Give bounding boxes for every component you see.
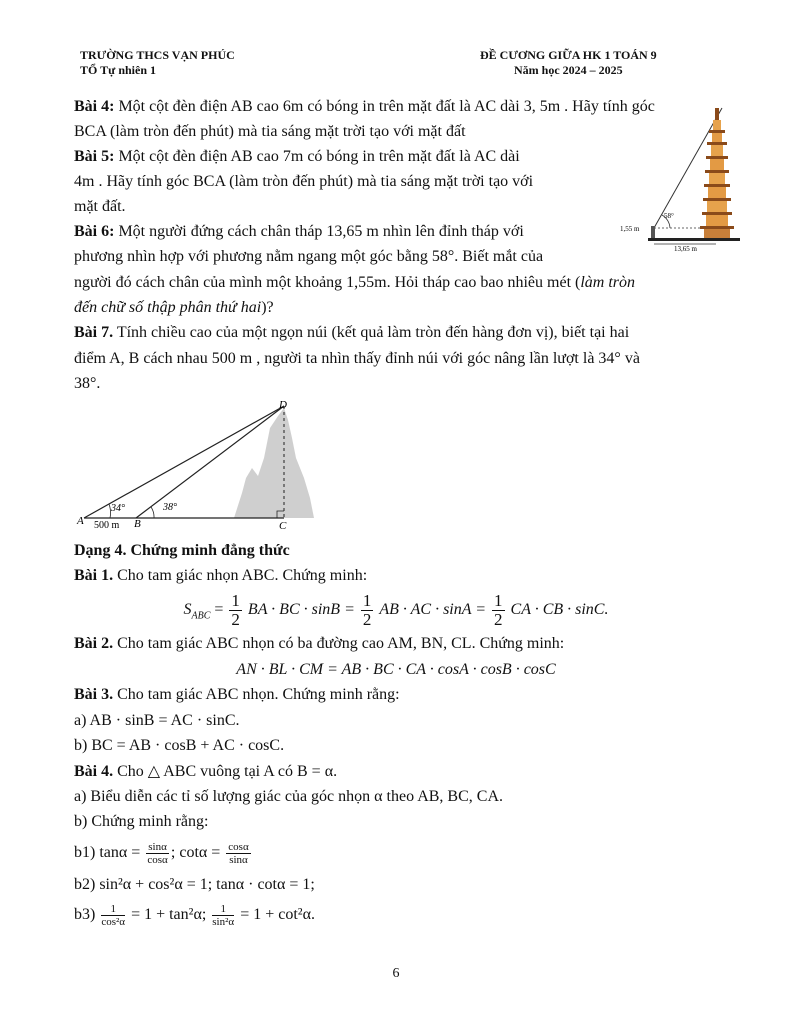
bai6-text1: Một người đứng cách chân tháp 13,65 m nhìn lên đỉnh tháp với <box>114 223 524 240</box>
eye-height-label: 1,55 m <box>620 225 640 233</box>
d4-bai1-label: Bài 1. <box>74 567 114 584</box>
bai6-text3: người đó cách chân của mình một khoảng 1,55m. Hỏi tháp cao bao nhiêu mét ( <box>74 274 581 291</box>
bai6-line4 <box>74 298 274 318</box>
doc-title: ĐỀ CƯƠNG GIỮA HK 1 TOÁN 9 <box>480 48 657 62</box>
d4-bai4-label: Bài 4. <box>74 763 114 780</box>
dang4-heading: Dạng 4. Chứng minh đẳng thức <box>74 542 290 559</box>
csc-frac: $\frac{1}{\text{sin²α}}$ <box>212 902 235 928</box>
bai5-text1: Một cột đèn điện AB cao 7m có bóng in trên mặt đất là AC dài <box>114 148 520 165</box>
page-number: 6 <box>392 966 400 981</box>
half-frac-3: $\frac{1}{2}$ <box>494 591 503 629</box>
d4-bai1-formula <box>0 592 792 628</box>
bai6-text4: )? <box>261 299 274 316</box>
d4-bai1-line <box>74 566 367 586</box>
d4-bai1-text: Cho tam giác nhọn ABC. Chứng minh: <box>113 567 368 584</box>
area-symbol: S <box>183 601 192 619</box>
bai6-line1 <box>74 222 524 242</box>
bai4-text1: Một cột đèn điện AB cao 6m có bóng in trên mặt đất là AC dài 3, 5m . Hãy tính góc <box>114 98 655 115</box>
d4-bai2-label: Bài 2. <box>74 635 114 652</box>
d4-b3-line <box>74 900 315 930</box>
b1-prefix: b1) tanα = <box>74 844 145 861</box>
eq-sign: = <box>210 601 228 619</box>
b1-mid: ; cotα = <box>170 844 225 861</box>
bai6-line2: phương nhìn hợp với phương nằm ngang một góc bằng 58°. Biết mắt của <box>74 248 544 265</box>
angle-A-label: 34° <box>111 503 125 514</box>
point-B: B <box>134 518 141 530</box>
bai7-text1: Tính chiều cao của một ngọn núi (kết quả làm tròn đến hàng đơn vị), biết tại hai <box>113 324 630 341</box>
term-3: CA · CB · sinC. <box>510 601 609 619</box>
half-frac-1: $\frac{1}{2}$ <box>231 591 240 629</box>
pagoda <box>700 108 734 238</box>
angle-label: 58° <box>664 212 674 220</box>
point-C: C <box>279 520 287 532</box>
b3-prefix: b3) <box>74 906 100 923</box>
bai5-line3: mặt đất. <box>74 198 126 215</box>
bai7-line1 <box>74 323 629 343</box>
d4-bai2-text: Cho tam giác ABC nhọn có ba đường cao AM, BN, CL. Chứng minh: <box>113 635 565 652</box>
distance-label: 13,65 m <box>674 245 697 252</box>
school-year: Năm học 2024 – 2025 <box>514 63 623 77</box>
header-right <box>480 48 657 78</box>
d4-bai4b: b) Chứng minh rằng: <box>74 813 209 830</box>
cot-frac: $\frac{\cos\alpha}{\sin\alpha}$ <box>228 840 249 866</box>
d4-bai3-line <box>74 685 400 705</box>
bai4-label: Bài 4: <box>74 98 115 115</box>
d4-b2-line: b2) sin²α + cos²α = 1; tanα · cotα = 1; <box>74 876 315 893</box>
bai7-line2: điểm A, B cách nhau 500 m , người ta nhìn thấy đỉnh núi với góc nâng lần lượt là 34° và <box>74 350 640 367</box>
tower-figure <box>618 100 742 252</box>
d4-bai3b: b) BC = AB · cosB + AC · cosC. <box>74 737 285 754</box>
mountain <box>234 408 314 518</box>
b3-end: = 1 + cot²α. <box>236 906 315 923</box>
d4-bai3-label: Bài 3. <box>74 686 114 703</box>
school-name: TRƯỜNG THCS VẠN PHÚC <box>80 48 235 62</box>
bai5-line1 <box>74 147 520 167</box>
bai6-italic3: làm tròn <box>580 274 636 291</box>
bai6-label: Bài 6: <box>74 223 115 240</box>
angle-B-label: 38° <box>163 502 177 513</box>
d4-bai4a: a) Biểu diễn các tỉ số lượng giác của góc nhọn α theo AB, BC, CA. <box>74 788 503 805</box>
dist-label: 500 m <box>94 520 120 531</box>
d4-bai3-text: Cho tam giác ABC nhọn. Chứng minh rằng: <box>113 686 400 703</box>
bai5-line2: 4m . Hãy tính góc BCA (làm tròn đến phút) mà tia sáng mặt trời tạo với <box>74 173 534 190</box>
department: TỔ Tự nhiên 1 <box>80 63 157 77</box>
tan-frac: $\frac{\sin\alpha}{\cos\alpha}$ <box>147 840 168 866</box>
angle-B-arc <box>151 507 154 518</box>
d4-bai4-text: Cho △ ABC vuông tại A có B = α. <box>113 763 338 780</box>
person <box>651 226 655 238</box>
d4-bai2-line <box>74 634 564 654</box>
b3-mid: = 1 + tan²α; <box>127 906 211 923</box>
sec-frac: $\frac{1}{\text{cos²α}}$ <box>101 902 126 928</box>
ground <box>648 238 740 241</box>
area-sub: ABC <box>191 610 211 622</box>
term-2: AB · AC · sinA = <box>379 601 491 619</box>
bai4-line1 <box>74 97 655 117</box>
bai4-line2: BCA (làm tròn đến phút) mà tia sáng mặt trời tạo với mặt đất <box>74 123 466 140</box>
d4-b1-line <box>74 838 253 868</box>
header-left <box>80 48 235 78</box>
d4-bai4-line <box>74 762 337 782</box>
d4-bai2-formula: AN · BL · CM = AB · BC · CA · cosA · cosB · cosC <box>236 661 556 678</box>
half-frac-2: $\frac{1}{2}$ <box>362 591 372 629</box>
term-1: BA · BC · sinB = <box>247 601 359 619</box>
point-A: A <box>77 515 84 527</box>
point-D: D <box>279 399 287 411</box>
bai5-label: Bài 5: <box>74 148 115 165</box>
bai7-label: Bài 7. <box>74 324 114 341</box>
d4-bai3a: a) AB · sinB = AC · sinC. <box>74 712 240 729</box>
bai6-line3 <box>74 273 635 293</box>
bai7-line3: 38°. <box>74 375 101 392</box>
bai6-italic4: đến chữ số thập phân thứ hai <box>74 299 262 316</box>
mountain-figure <box>74 398 324 532</box>
